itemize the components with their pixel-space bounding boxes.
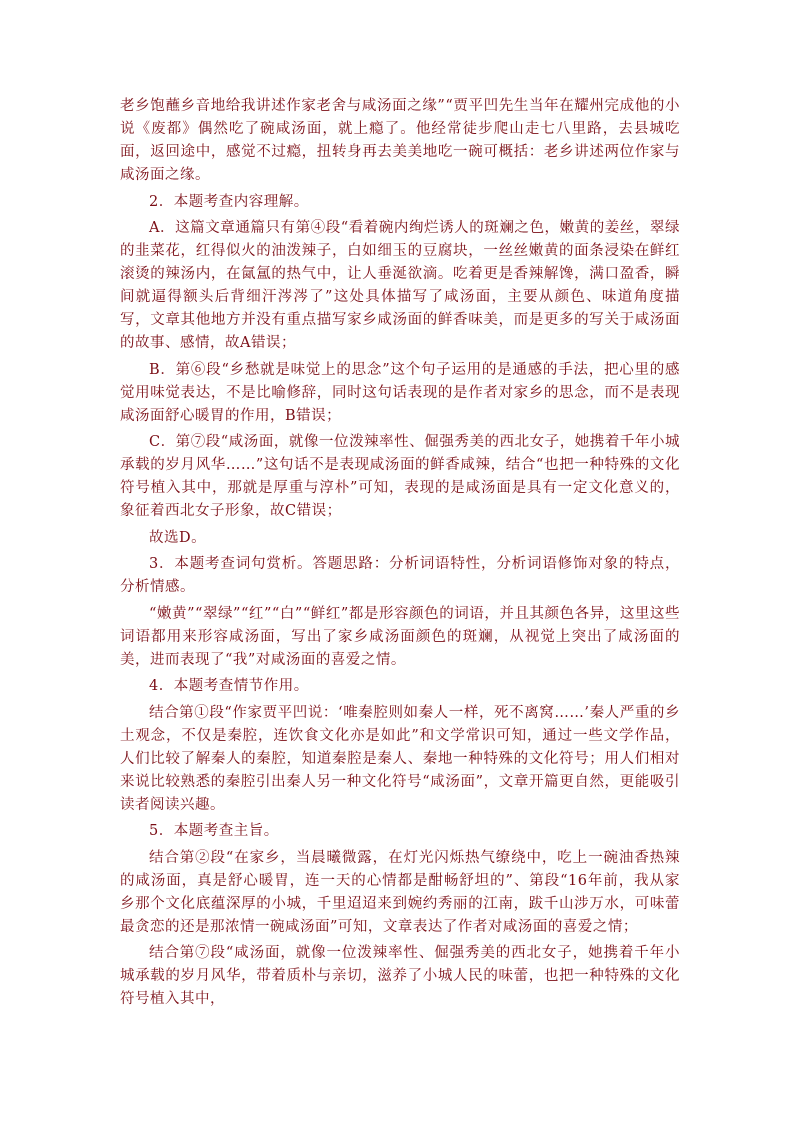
document-page — [120, 95, 680, 1015]
paragraph-q5-heading: 5．本题考查主旨。 — [149, 823, 279, 839]
paragraph-q4-heading: 4．本题考查情节作用。 — [149, 678, 309, 694]
paragraph-q5-answer-2: 结合第⑦段“咸汤面，就像一位泼辣率性、倔强秀美的西北女子，她携着千年小城承载的岁月风华，带着质朴与亲切，滋养了小城人民的味蕾，也把一种特殊的文化符号植入其中， — [120, 945, 680, 1007]
paragraph-q4-answer: 结合第①段“作家贾平凹说：‘唯秦腔则如秦人一样，死不离窝……’秦人严重的乡土观念，不仅是秦腔，连饮食文化亦是如此”和文学常识可知，通过一些文学作品，人们比较了解秦人的秦腔，知道秦腔是秦人、秦地一种特殊的文化符号；用人们相对来说比较熟悉的秦腔引出秦人另一种文化符号“咸汤面”，文章开篇更自然，更能吸引读者阅读兴趣。 — [120, 704, 680, 813]
paragraph-q3-answer: “嫩黄”“翠绿”“红”“白”“鲜红”都是形容颜色的词语，并且其颜色各异，这里这些词语都用来形容咸汤面，写出了家乡咸汤面颜色的斑斓，从视觉上突出了咸汤面的美，进而表现了“我”对咸汤面的喜爱之情。 — [120, 605, 680, 668]
paragraph-option-c: C．第⑦段“咸汤面，就像一位泼辣率性、倔强秀美的西北女子，她携着千年小城承载的岁月风华……”这句话不是表现咸汤面的鲜香咸辣，结合“也把一种特殊的文化符号植入其中，那就是厚重与淳朴”可知，表现的是咸汤面是具有一定文化意义的，象征着西北女子形象，故C错误； — [120, 434, 680, 519]
paragraph-answer: 故选D。 — [149, 529, 207, 546]
paragraph-option-b: B．第⑥段“乡愁就是味觉上的思念”这个句子运用的是通感的手法，把心里的感觉用味觉表达，不是比喻修辞，同时这句话表现的是作者对家乡的思念，而不是表现咸汤面舒心暖胃的作用，B错误； — [120, 361, 680, 424]
paragraph-q2-heading: 2．本题考查内容理解。 — [149, 193, 309, 210]
paragraph-intro: 老乡饱蘸乡音地给我讲述作家老舍与咸汤面之缘”“贾平凹先生当年在耀州完成他的小说《废都》偶然吃了碗咸汤面，就上瘾了。他经常徒步爬山走七八里路，去县城吃面，返回途中，感觉不过瘾，扭转身再去美美地吃一碗可概括：老乡讲述两位作家与咸汤面之缘。 — [120, 98, 680, 183]
paragraph-q5-answer-1: 结合第②段“在家乡，当晨曦微露，在灯光闪烁热气缭绕中，吃上一碗油香热辣的咸汤面，真是舒心暖胃，连一天的心情都是酣畅舒坦的”、第段“16年前，我从家乡那个文化底蕴深厚的小城，千里迢迢来到婉约秀丽的江南，跋千山涉万水，可味蕾最贪恋的还是那浓情一碗咸汤面”可知，文章表达了作者对咸汤面的喜爱之情； — [120, 849, 680, 935]
paragraph-option-a: A．这篇文章通篇只有第④段“看着碗内绚烂诱人的斑斓之色，嫩黄的姜丝，翠绿的韭菜花，红得似火的油泼辣子，白如细玉的豆腐块，一丝丝嫩黄的面条浸染在鲜红滚烫的辣汤内，在氤氲的热气中，让人垂涎欲滴。吃着更是香辣解馋，满口盈香，瞬间就逼得额头后背细汗涔涔了”这处具体描写了咸汤面，主要从颜色、味道角度描写，文章其他地方并没有重点描写家乡咸汤面的鲜香味美，而是更多的写关于咸汤面的故事、感情，故A错误； — [120, 220, 680, 351]
paragraph-q3-heading: 3．本题考查词句赏析。答题思路：分析词语特性，分析词语修饰对象的特点，分析情感。 — [120, 556, 680, 595]
